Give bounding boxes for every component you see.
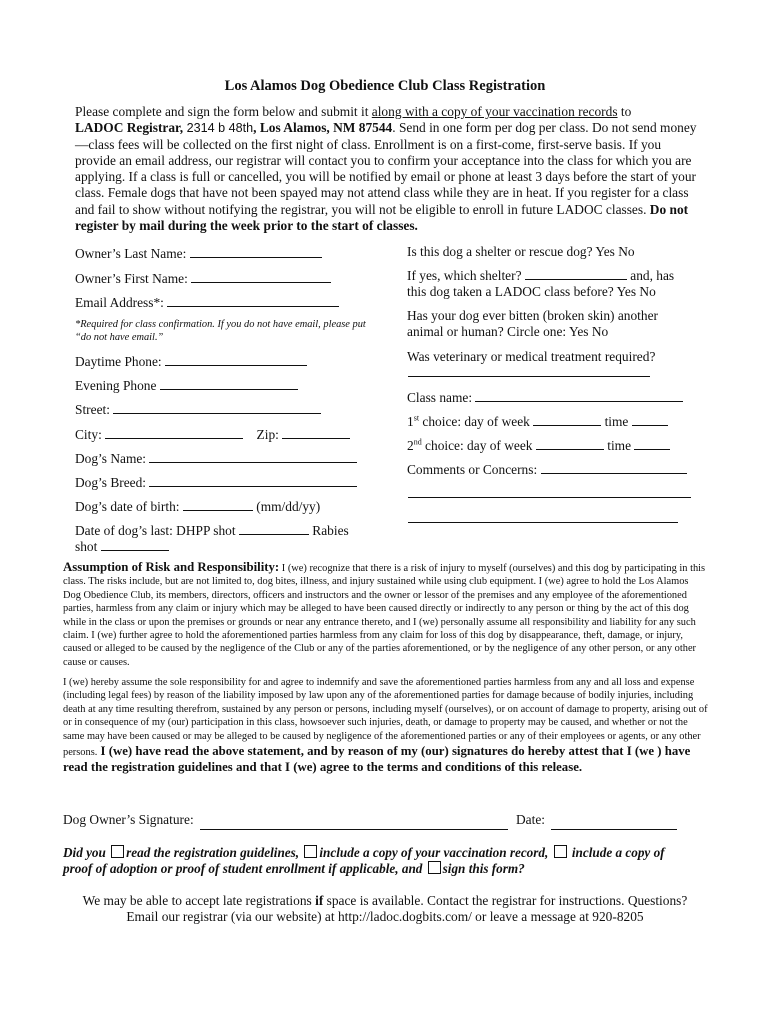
daytime-phone-row (75, 353, 307, 370)
comments-line-2[interactable] (408, 497, 691, 498)
checklist-proof: proof of adoption or proof of student enrollment if applicable, and (63, 861, 423, 876)
sign-form-checkbox[interactable] (428, 861, 441, 874)
rabies-row (75, 538, 169, 555)
dog-breed-label: Dog’s Breed: (75, 475, 147, 490)
email-label: Email Address*: (75, 295, 164, 310)
comments-line-3[interactable] (408, 522, 678, 523)
assumption-heading: Assumption of Risk and Responsibility: (63, 560, 280, 574)
class-name-label: Class name: (407, 390, 473, 405)
second-choice-sup: nd (413, 437, 422, 447)
registrar-street: 2314 b 48th (183, 121, 254, 136)
class-name-row (407, 389, 683, 406)
footer-text-a: We may be able to accept late registrations (82, 893, 316, 908)
class-name-field[interactable] (475, 389, 683, 402)
dog-name-label: Dog’s Name: (75, 451, 147, 466)
vet-question: Was veterinary or medical treatment required? (407, 349, 656, 364)
daytime-phone-field[interactable] (165, 353, 307, 366)
dog-breed-row (75, 474, 357, 491)
owner-last-name-label: Owner’s Last Name: (75, 246, 187, 261)
owner-last-name-row (75, 245, 322, 262)
email-row (75, 294, 339, 311)
footer-line-1 (0, 893, 770, 909)
which-shelter-label: If yes, which shelter? (407, 268, 522, 283)
owner-last-name-field[interactable] (190, 245, 322, 258)
which-shelter-field[interactable] (525, 267, 627, 280)
bitten-question-1: Has your dog ever bitten (broken skin) another (407, 308, 659, 323)
zip-field[interactable] (282, 426, 350, 439)
evening-phone-label: Evening Phone (75, 378, 157, 393)
checklist-line-1 (63, 845, 665, 861)
checklist-guidelines: read the registration guidelines, (126, 845, 300, 860)
checklist-line-2 (63, 861, 525, 877)
vet-answer-line[interactable] (408, 376, 650, 377)
city-field[interactable] (105, 426, 243, 439)
daytime-phone-label: Daytime Phone: (75, 354, 162, 369)
dog-breed-field[interactable] (149, 474, 357, 487)
dog-name-field[interactable] (149, 450, 357, 463)
city-zip-row (75, 426, 350, 443)
owner-first-name-label: Owner’s First Name: (75, 271, 188, 286)
signature-date-field[interactable] (551, 829, 677, 830)
second-choice-day-field[interactable] (536, 437, 604, 450)
owner-first-name-field[interactable] (191, 270, 331, 283)
intro-body: . Send in one form per dog per class. Do not send money—class fees will be collected on the first night of class. Enrollment is on a first-come, first-serve basis. If you provide an email address, our registrar will contact you to confirm your acceptance into the class for which you are applying. If a class is full or cancelled, you will be notified by email or phone at least 3 days before the start of your class. Female dogs that have not been spayed may not attend class while they are in heat. If you register for a class and fail to show without notifying the registrar, you will not be eligible to enroll in future LADOC classes. (75, 120, 697, 217)
first-choice-row (407, 413, 668, 430)
registrar-label: LADOC Registrar, (75, 120, 184, 136)
email-note: *Required for class confirmation. If you do not have email, please put “do not have email.” (75, 319, 366, 344)
checklist-copy-of: include a copy of (571, 845, 665, 860)
footer-if: if (315, 893, 324, 908)
street-field[interactable] (113, 401, 321, 414)
street-row (75, 401, 321, 418)
assumption-text-1: I (we) recognize that there is a risk of injury to myself (ourselves) and this dog by participating in this class. The risks include, but are not limited to, dog bites, illness, and injury sustained while using club equipment. I (we) agree to hold the Los Alamos Dog Obedience Club, its members, directors, officers and instructors and the owner or lessor of the premises and any employee of the aforementioned parties, harmless from any claim or injury which may be alleged to have been caused directly or indirectly to any person or thing by the act of this dog while in the class or upon the premises or grounds or near any entrance thereto, and I (we) personally assume all responsibility and liability for any such claim. I (we) further agree to hold the aforementioned parties harmless from any claim for loss of this dog by disappearance, theft, damage, or injury, caused or alleged to be caused by the negligence of the Club or any of the parties aforementioned, or by the negligence of any other person, or any other cause or causes. (63, 563, 706, 668)
checklist-vaccination: include a copy of your vaccination record, (319, 845, 549, 860)
email-field[interactable] (167, 294, 339, 307)
vaccination-checkbox[interactable] (304, 845, 317, 858)
intro-underlined: along with a copy of your vaccination records (371, 104, 618, 119)
checklist-did-you: Did you (63, 845, 106, 860)
assumption-attestation: I (we) have read the above statement, and by reason of my (our) signatures do hereby attest that I (we ) have read the registration guidelines and that I (we) agree to the terms and conditions of this release. (63, 744, 691, 775)
intro-text: Please complete and sign the form below and submit it (75, 104, 372, 119)
dob-field[interactable] (183, 498, 253, 511)
first-choice-num: 1 (407, 414, 414, 429)
shelter-question: Is this dog a shelter or rescue dog? Yes No (407, 244, 635, 259)
page-title: Los Alamos Dog Obedience Club Class Registration (224, 78, 546, 94)
intro-paragraph (75, 104, 705, 234)
comments-field[interactable] (541, 461, 687, 474)
assumption-paragraph-2 (63, 676, 708, 776)
assumption-text-2: I (we) hereby assume the sole responsibility for and agree to indemnify and save the aforementioned parties harmless from any and all loss and expense (including legal fees) by reason of the liability imposed by law upon any of the aforementioned parties for damage because of bodily injuries, including death at any time resulting therefrom, sustained by any person or persons, including myself (ourselves), or on account of damage to property, arising out of or in consequence of my (our) participation in this class, howsoever such injuries, death, or damage to property may be caused, and whether or not the same may have been caused or may be alleged to be caused by negligence of the aforementioned parties or any of their employees or agents, or any other persons. (63, 677, 708, 759)
first-choice-time-label: time (604, 414, 629, 429)
comments-label: Comments or Concerns: (407, 462, 538, 477)
first-choice-label: choice: day of week (419, 414, 530, 429)
first-choice-day-field[interactable] (533, 413, 601, 426)
dhpp-field[interactable] (239, 522, 309, 535)
checklist-sign: sign this form? (442, 861, 525, 876)
comments-row (407, 461, 687, 478)
dob-label: Dog’s date of birth: (75, 499, 180, 514)
registrar-city: , Los Alamos, NM 87544 (253, 120, 393, 136)
ladoc-before-question: this dog taken a LADOC class before? Yes No (407, 284, 656, 299)
and-has-label: and, has (630, 268, 675, 283)
owner-signature-label: Dog Owner’s Signature: (63, 812, 194, 827)
assumption-paragraph-1 (63, 561, 708, 669)
footer-text-c: space is available. Contact the registrar for instructions. Questions? (323, 893, 688, 908)
rabies-field[interactable] (101, 538, 169, 551)
owner-signature-field[interactable] (200, 829, 508, 830)
first-choice-time-field[interactable] (632, 413, 668, 426)
bitten-question-2: animal or human? Circle one: Yes No (407, 324, 609, 339)
intro-warning: Do not register by mail during the week prior to the start of classes. (75, 201, 689, 234)
dhpp-row (75, 522, 349, 539)
city-label: City: (75, 427, 102, 442)
rabies-shot-label: shot (75, 539, 98, 554)
street-label: Street: (75, 402, 110, 417)
dhpp-label: Date of dog’s last: DHPP shot (75, 523, 236, 538)
zip-label: Zip: (256, 427, 279, 442)
guidelines-checkbox[interactable] (111, 845, 124, 858)
owner-first-name-row (75, 270, 331, 287)
dob-row (75, 498, 320, 515)
dob-format: (mm/dd/yy) (256, 499, 321, 514)
intro-text-to: to (617, 104, 632, 119)
footer-line-2: Email our registrar (via our website) at http://ladoc.dogbits.com/ or leave a message at 920-8205 (126, 909, 644, 924)
dog-name-row (75, 450, 357, 467)
proof-checkbox[interactable] (554, 845, 567, 858)
signature-date-label: Date: (516, 812, 545, 827)
second-choice-num: 2 (407, 438, 414, 453)
second-choice-time-label: time (607, 438, 632, 453)
rabies-label: Rabies (312, 523, 349, 538)
evening-phone-field[interactable] (160, 377, 298, 390)
second-choice-time-field[interactable] (634, 437, 670, 450)
evening-phone-row (75, 377, 298, 394)
which-shelter-row (407, 267, 674, 284)
first-choice-sup: st (413, 413, 420, 423)
second-choice-label: choice: day of week (421, 438, 533, 453)
second-choice-row (407, 437, 670, 454)
